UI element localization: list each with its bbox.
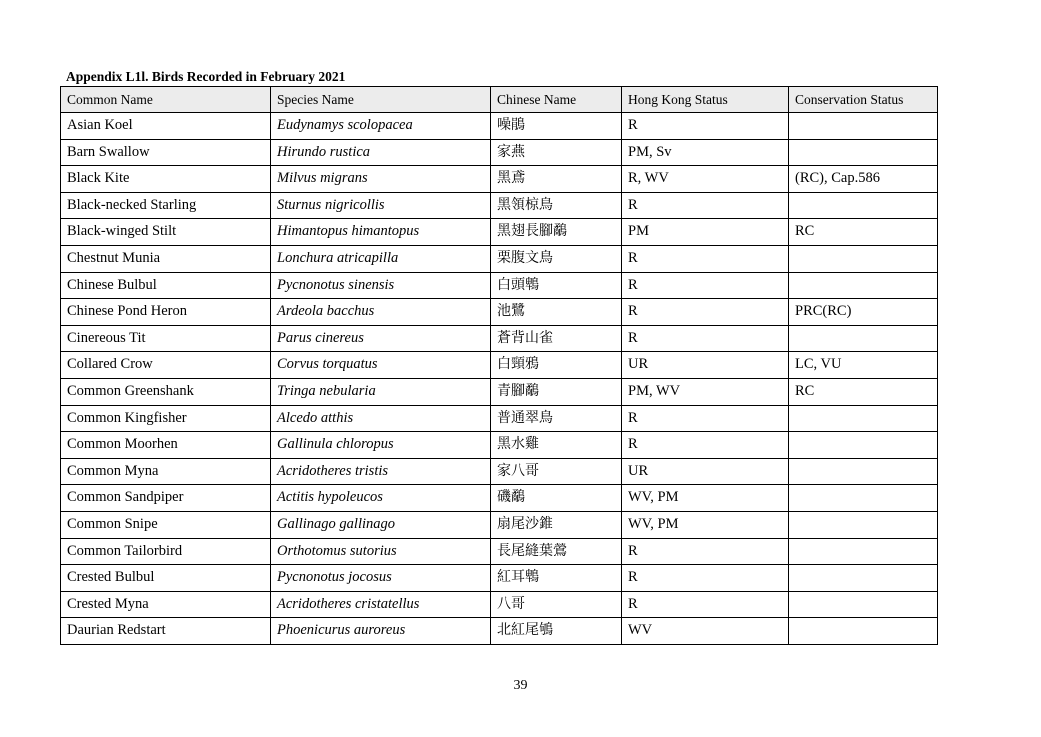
cell-hong-kong-status: R [622, 299, 789, 326]
cell-conservation-status [789, 192, 938, 219]
cell-common-name: Cinereous Tit [61, 325, 271, 352]
cell-common-name: Black-necked Starling [61, 192, 271, 219]
table-body [61, 113, 938, 645]
table-row [61, 591, 938, 618]
table-row [61, 139, 938, 166]
cell-common-name: Common Tailorbird [61, 538, 271, 565]
table-row [61, 485, 938, 512]
cell-common-name: Common Snipe [61, 511, 271, 538]
cell-conservation-status [789, 113, 938, 140]
cell-common-name: Asian Koel [61, 113, 271, 140]
cell-chinese-name: 白頸鴉 [491, 352, 622, 379]
cell-common-name: Common Moorhen [61, 432, 271, 459]
cell-conservation-status [789, 511, 938, 538]
table-row [61, 432, 938, 459]
cell-conservation-status [789, 591, 938, 618]
table-row [61, 538, 938, 565]
cell-species-name: Gallinula chloropus [271, 432, 491, 459]
cell-conservation-status [789, 245, 938, 272]
cell-species-name: Hirundo rustica [271, 139, 491, 166]
cell-common-name: Common Greenshank [61, 378, 271, 405]
table-row [61, 245, 938, 272]
cell-species-name: Actitis hypoleucos [271, 485, 491, 512]
cell-conservation-status [789, 139, 938, 166]
cell-conservation-status [789, 325, 938, 352]
cell-species-name: Parus cinereus [271, 325, 491, 352]
table-row [61, 565, 938, 592]
cell-chinese-name: 扇尾沙錐 [491, 511, 622, 538]
table-header-row [61, 87, 938, 113]
cell-species-name: Himantopus himantopus [271, 219, 491, 246]
cell-hong-kong-status: R [622, 538, 789, 565]
header-common-name: Common Name [61, 87, 271, 113]
cell-chinese-name: 八哥 [491, 591, 622, 618]
cell-common-name: Chinese Pond Heron [61, 299, 271, 326]
cell-species-name: Corvus torquatus [271, 352, 491, 379]
cell-hong-kong-status: R [622, 405, 789, 432]
cell-hong-kong-status: R [622, 272, 789, 299]
header-hong-kong-status: Hong Kong Status [622, 87, 789, 113]
cell-common-name: Daurian Redstart [61, 618, 271, 645]
cell-chinese-name: 白頭鵯 [491, 272, 622, 299]
table-caption: Appendix L1l. Birds Recorded in February 2021 [66, 69, 346, 84]
table-row [61, 618, 938, 645]
table-row [61, 325, 938, 352]
cell-common-name: Black-winged Stilt [61, 219, 271, 246]
cell-chinese-name: 黑鳶 [491, 166, 622, 193]
cell-chinese-name: 家燕 [491, 139, 622, 166]
cell-chinese-name: 紅耳鵯 [491, 565, 622, 592]
cell-species-name: Ardeola bacchus [271, 299, 491, 326]
cell-chinese-name: 家八哥 [491, 458, 622, 485]
cell-species-name: Acridotheres tristis [271, 458, 491, 485]
cell-conservation-status: RC [789, 378, 938, 405]
cell-conservation-status [789, 538, 938, 565]
cell-species-name: Alcedo atthis [271, 405, 491, 432]
cell-common-name: Collared Crow [61, 352, 271, 379]
cell-conservation-status [789, 405, 938, 432]
cell-common-name: Common Kingfisher [61, 405, 271, 432]
cell-hong-kong-status: R [622, 591, 789, 618]
cell-chinese-name: 黑翅長腳鷸 [491, 219, 622, 246]
table-row [61, 405, 938, 432]
cell-hong-kong-status: WV, PM [622, 485, 789, 512]
cell-hong-kong-status: R [622, 565, 789, 592]
cell-conservation-status [789, 458, 938, 485]
cell-species-name: Pycnonotus jocosus [271, 565, 491, 592]
cell-species-name: Tringa nebularia [271, 378, 491, 405]
cell-hong-kong-status: R [622, 113, 789, 140]
cell-chinese-name: 長尾縫葉鶯 [491, 538, 622, 565]
cell-species-name: Eudynamys scolopacea [271, 113, 491, 140]
cell-common-name: Common Sandpiper [61, 485, 271, 512]
cell-hong-kong-status: R, WV [622, 166, 789, 193]
table-row [61, 219, 938, 246]
cell-chinese-name: 黑水雞 [491, 432, 622, 459]
cell-chinese-name: 磯鷸 [491, 485, 622, 512]
cell-conservation-status: LC, VU [789, 352, 938, 379]
cell-chinese-name: 池鷺 [491, 299, 622, 326]
cell-chinese-name: 北紅尾鴝 [491, 618, 622, 645]
cell-conservation-status: PRC(RC) [789, 299, 938, 326]
cell-hong-kong-status: WV, PM [622, 511, 789, 538]
cell-common-name: Chinese Bulbul [61, 272, 271, 299]
page-number: 39 [513, 678, 528, 693]
cell-conservation-status: (RC), Cap.586 [789, 166, 938, 193]
cell-species-name: Acridotheres cristatellus [271, 591, 491, 618]
table-row [61, 378, 938, 405]
cell-common-name: Black Kite [61, 166, 271, 193]
cell-species-name: Lonchura atricapilla [271, 245, 491, 272]
cell-species-name: Pycnonotus sinensis [271, 272, 491, 299]
table-row [61, 511, 938, 538]
cell-common-name: Crested Myna [61, 591, 271, 618]
table-row [61, 458, 938, 485]
cell-chinese-name: 普通翠鳥 [491, 405, 622, 432]
cell-hong-kong-status: R [622, 245, 789, 272]
cell-chinese-name: 青腳鷸 [491, 378, 622, 405]
cell-hong-kong-status: PM, WV [622, 378, 789, 405]
cell-common-name: Crested Bulbul [61, 565, 271, 592]
cell-hong-kong-status: R [622, 192, 789, 219]
cell-hong-kong-status: WV [622, 618, 789, 645]
cell-common-name: Barn Swallow [61, 139, 271, 166]
cell-hong-kong-status: UR [622, 352, 789, 379]
cell-conservation-status [789, 485, 938, 512]
cell-common-name: Common Myna [61, 458, 271, 485]
cell-conservation-status [789, 432, 938, 459]
cell-chinese-name: 噪鵑 [491, 113, 622, 140]
cell-conservation-status [789, 565, 938, 592]
cell-species-name: Phoenicurus auroreus [271, 618, 491, 645]
cell-common-name: Chestnut Munia [61, 245, 271, 272]
birds-table [60, 86, 938, 645]
cell-hong-kong-status: R [622, 325, 789, 352]
cell-species-name: Milvus migrans [271, 166, 491, 193]
table-row [61, 113, 938, 140]
cell-hong-kong-status: PM [622, 219, 789, 246]
cell-chinese-name: 栗腹文鳥 [491, 245, 622, 272]
table-row [61, 192, 938, 219]
cell-species-name: Sturnus nigricollis [271, 192, 491, 219]
cell-conservation-status: RC [789, 219, 938, 246]
header-species-name: Species Name [271, 87, 491, 113]
header-chinese-name: Chinese Name [491, 87, 622, 113]
table-row [61, 272, 938, 299]
table-row [61, 352, 938, 379]
cell-conservation-status [789, 272, 938, 299]
cell-chinese-name: 黑領椋鳥 [491, 192, 622, 219]
cell-chinese-name: 蒼背山雀 [491, 325, 622, 352]
cell-hong-kong-status: R [622, 432, 789, 459]
cell-hong-kong-status: PM, Sv [622, 139, 789, 166]
cell-conservation-status [789, 618, 938, 645]
cell-species-name: Orthotomus sutorius [271, 538, 491, 565]
header-conservation-status: Conservation Status [789, 87, 938, 113]
cell-species-name: Gallinago gallinago [271, 511, 491, 538]
table-row [61, 166, 938, 193]
cell-hong-kong-status: UR [622, 458, 789, 485]
table-row [61, 299, 938, 326]
